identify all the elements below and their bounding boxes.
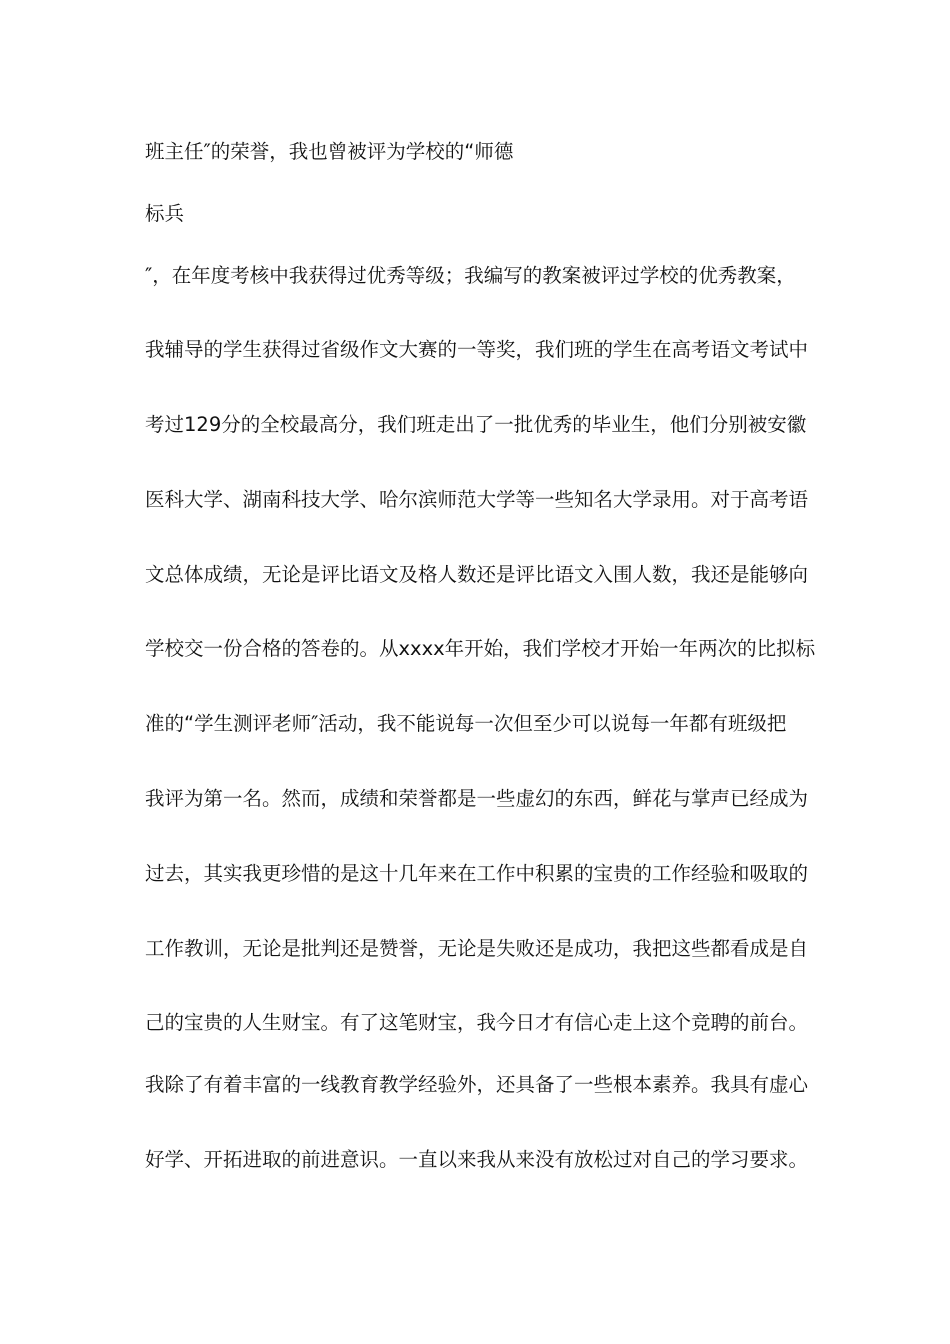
text-line-4: 我辅导的学生获得过省级作文大赛的一等奖，我们班的学生在高考语文考试中 xyxy=(145,338,809,361)
text-line-6: 医科大学、湖南科技大学、哈尔滨师范大学等一些知名大学录用。对于高考语 xyxy=(145,488,809,511)
text-line-5: 考过129分的全校最高分，我们班走出了一批优秀的毕业生，他们分别被安徽 xyxy=(145,413,807,436)
text-line-2: 标兵 xyxy=(145,202,185,225)
text-line-8: 学校交一份合格的答卷的。从xxxx年开始，我们学校才开始一年两次的比拟标 xyxy=(145,637,816,660)
text-line-12: 工作教训，无论是批判还是赞誉，无论是失败还是成功，我把这些都看成是自 xyxy=(145,937,809,960)
text-line-13: 己的宝贵的人生财宝。有了这笔财宝，我今日才有信心走上这个竞聘的前台。 xyxy=(145,1011,809,1034)
text-line-15: 好学、开拓进取的前进意识。一直以来我从来没有放松过对自己的学习要求。 xyxy=(145,1148,809,1171)
text-line-7: 文总体成绩，无论是评比语文及格人数还是评比语文入围人数，我还是能够向 xyxy=(145,563,809,586)
text-line-14: 我除了有着丰富的一线教育教学经验外，还具备了一些根本素养。我具有虚心 xyxy=(145,1073,809,1096)
text-line-11: 过去，其实我更珍惜的是这十几年来在工作中积累的宝贵的工作经验和吸取的 xyxy=(145,862,809,885)
text-line-1: 班主任″的荣誉，我也曾被评为学校的“师德 xyxy=(145,140,514,163)
text-line-9: 准的“学生测评老师″活动，我不能说每一次但至少可以说每一年都有班级把 xyxy=(145,712,787,735)
text-line-3: ″，在年度考核中我获得过优秀等级；我编写的教案被评过学校的优秀教案， xyxy=(145,264,796,287)
text-line-10: 我评为第一名。然而，成绩和荣誉都是一些虚幻的东西，鲜花与掌声已经成为 xyxy=(145,787,809,810)
